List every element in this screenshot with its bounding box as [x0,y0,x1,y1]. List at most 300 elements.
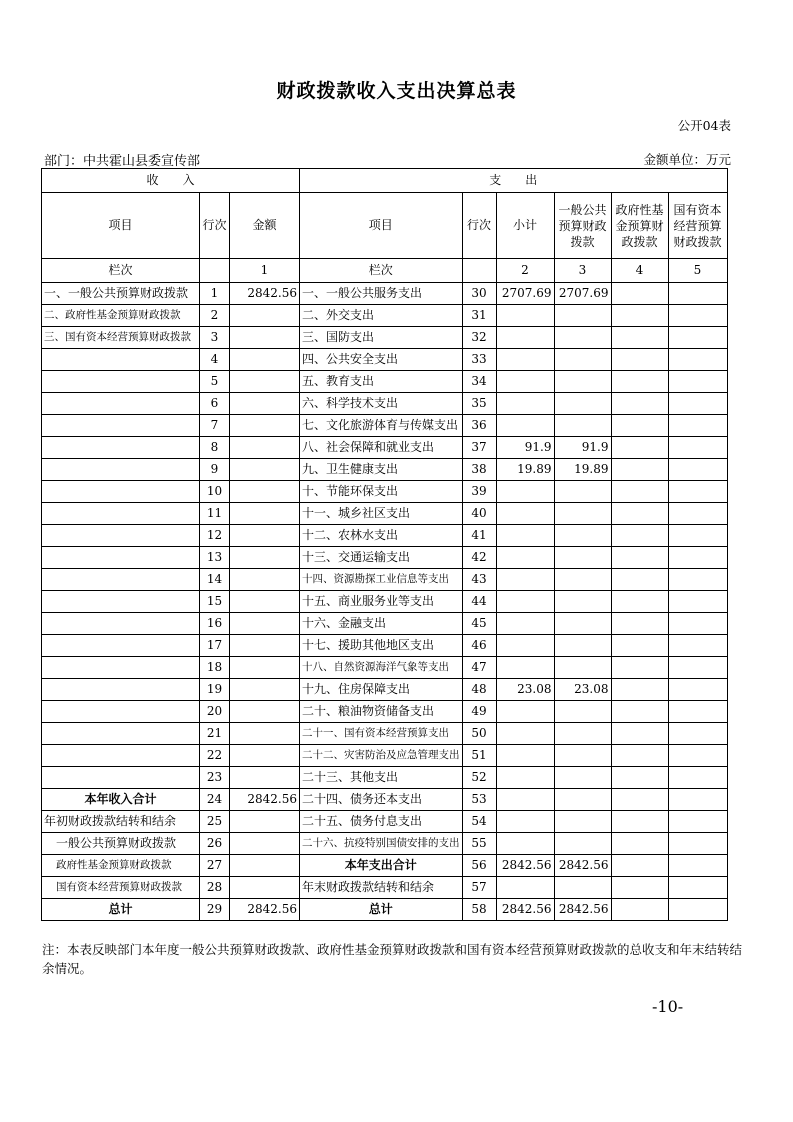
expense-general-budget [554,833,611,855]
income-amount [230,591,300,613]
expense-subtotal: 2842.56 [496,899,554,921]
income-line: 7 [200,415,230,437]
table-row [42,591,728,613]
table-row [42,569,728,591]
income-item [42,745,200,767]
expense-gov-fund [611,371,668,393]
expense-gov-fund [611,327,668,349]
expense-subtotal [496,745,554,767]
expense-gov-fund [611,305,668,327]
fiscal-summary-table [41,168,728,921]
income-amount [230,327,300,349]
expense-line: 31 [462,305,496,327]
table-row [42,305,728,327]
unit-label: 金额单位：万元 [643,152,731,167]
expense-item: 年末财政拨款结转和结余 [300,877,463,899]
table-row [42,657,728,679]
income-item [42,701,200,723]
income-item [42,767,200,789]
income-amount [230,459,300,481]
lanci-label-expense: 栏次 [300,259,463,283]
expense-soe-budget [668,679,727,701]
expense-line: 56 [462,855,496,877]
expense-soe-budget [668,283,727,305]
expense-line: 44 [462,591,496,613]
income-item: 年初财政拨款结转和结余 [42,811,200,833]
table-row [42,635,728,657]
expense-subtotal: 23.08 [496,679,554,701]
income-item [42,349,200,371]
income-amount [230,723,300,745]
expense-line: 53 [462,789,496,811]
expense-subtotal [496,613,554,635]
expense-soe-budget [668,415,727,437]
lanci-5: 5 [668,259,727,283]
expense-item: 四、公共安全支出 [300,349,463,371]
expense-soe-budget [668,327,727,349]
expense-general-budget [554,767,611,789]
expense-general-budget [554,525,611,547]
table-row [42,393,728,415]
expense-general-budget [554,349,611,371]
expense-subtotal [496,327,554,349]
income-amount: 2842.56 [230,283,300,305]
expense-general-budget [554,371,611,393]
expense-header: 支 出 [300,169,728,193]
expense-general-budget: 19.89 [554,459,611,481]
income-line: 27 [200,855,230,877]
expense-item: 三、国防支出 [300,327,463,349]
table-row [42,613,728,635]
expense-subtotal [496,701,554,723]
expense-soe-budget [668,613,727,635]
col-header-item-expense: 项目 [300,193,463,259]
expense-line: 39 [462,481,496,503]
table-row [42,723,728,745]
income-amount [230,415,300,437]
income-line: 26 [200,833,230,855]
income-header: 收 入 [42,169,300,193]
expense-line: 30 [462,283,496,305]
table-row [42,371,728,393]
expense-gov-fund [611,613,668,635]
expense-item: 二十六、抗疫特别国债安排的支出 [300,833,463,855]
table-row [42,833,728,855]
table-row [42,327,728,349]
expense-line: 57 [462,877,496,899]
expense-item: 一、一般公共服务支出 [300,283,463,305]
income-line: 13 [200,547,230,569]
income-line: 23 [200,767,230,789]
income-item [42,635,200,657]
expense-general-budget: 23.08 [554,679,611,701]
income-item: 国有资本经营预算财政拨款 [42,877,200,899]
income-item [42,679,200,701]
expense-line: 41 [462,525,496,547]
expense-general-budget [554,877,611,899]
expense-subtotal [496,811,554,833]
income-line: 9 [200,459,230,481]
expense-general-budget [554,701,611,723]
expense-item: 八、社会保障和就业支出 [300,437,463,459]
income-item [42,613,200,635]
expense-line: 51 [462,745,496,767]
income-item: 本年收入合计 [42,789,200,811]
table-row [42,811,728,833]
income-line: 29 [200,899,230,921]
expense-subtotal [496,349,554,371]
expense-item: 二十三、其他支出 [300,767,463,789]
expense-general-budget [554,305,611,327]
income-line: 24 [200,789,230,811]
expense-item: 十二、农林水支出 [300,525,463,547]
income-line: 21 [200,723,230,745]
col-header-line: 行次 [200,193,230,259]
expense-item: 六、科学技术支出 [300,393,463,415]
expense-gov-fund [611,393,668,415]
expense-soe-budget [668,811,727,833]
expense-item: 本年支出合计 [300,855,463,877]
expense-line: 32 [462,327,496,349]
footnote: 注：本表反映部门本年度一般公共预算财政拨款、政府性基金预算财政拨款和国有资本经营预算财政拨款的总收支和年末结转结余情况。 [42,942,743,976]
income-line: 1 [200,283,230,305]
expense-subtotal [496,393,554,415]
expense-item: 二十、粮油物资储备支出 [300,701,463,723]
expense-line: 38 [462,459,496,481]
expense-gov-fund [611,767,668,789]
income-line: 3 [200,327,230,349]
expense-item: 二十五、债务付息支出 [300,811,463,833]
expense-gov-fund [611,855,668,877]
income-line: 19 [200,679,230,701]
income-line: 28 [200,877,230,899]
expense-gov-fund [611,723,668,745]
table-row [42,503,728,525]
income-amount [230,855,300,877]
table-row [42,745,728,767]
expense-gov-fund [611,657,668,679]
income-item [42,415,200,437]
expense-line: 52 [462,767,496,789]
income-amount [230,393,300,415]
expense-subtotal [496,635,554,657]
income-line: 20 [200,701,230,723]
income-line: 18 [200,657,230,679]
expense-line: 36 [462,415,496,437]
expense-soe-budget [668,481,727,503]
expense-gov-fund [611,349,668,371]
expense-general-budget [554,591,611,613]
expense-general-budget [554,415,611,437]
expense-gov-fund [611,701,668,723]
expense-general-budget [554,503,611,525]
expense-line: 34 [462,371,496,393]
expense-subtotal [496,305,554,327]
expense-soe-budget [668,745,727,767]
expense-line: 47 [462,657,496,679]
expense-general-budget [554,789,611,811]
expense-soe-budget [668,877,727,899]
expense-item: 五、教育支出 [300,371,463,393]
income-line: 4 [200,349,230,371]
expense-line: 37 [462,437,496,459]
income-amount: 2842.56 [230,789,300,811]
income-line: 12 [200,525,230,547]
income-amount [230,701,300,723]
table-row [42,855,728,877]
expense-soe-budget [668,459,727,481]
income-line: 2 [200,305,230,327]
expense-item: 总计 [300,899,463,921]
expense-soe-budget [668,525,727,547]
col-header-general-budget: 一般公共预算财政拨款 [554,193,611,259]
income-item [42,371,200,393]
table-row [42,349,728,371]
table-row [42,459,728,481]
table-row [42,283,728,305]
table-row [42,679,728,701]
expense-gov-fund [611,437,668,459]
lanci-label: 栏次 [42,259,200,283]
expense-subtotal [496,877,554,899]
expense-line: 40 [462,503,496,525]
expense-general-budget [554,547,611,569]
expense-soe-budget [668,371,727,393]
expense-line: 54 [462,811,496,833]
expense-general-budget [554,393,611,415]
expense-gov-fund [611,525,668,547]
expense-gov-fund [611,833,668,855]
income-line: 14 [200,569,230,591]
expense-soe-budget [668,899,727,921]
department-label: 部门：中共霍山县委宣传部 [44,154,201,169]
expense-item: 十一、城乡社区支出 [300,503,463,525]
lanci-2: 2 [496,259,554,283]
expense-line: 45 [462,613,496,635]
expense-subtotal [496,547,554,569]
expense-gov-fund [611,503,668,525]
expense-gov-fund [611,481,668,503]
expense-soe-budget [668,701,727,723]
income-item [42,393,200,415]
income-line: 6 [200,393,230,415]
expense-item: 十四、资源勘探工业信息等支出 [300,569,463,591]
expense-subtotal [496,481,554,503]
income-item: 政府性基金预算财政拨款 [42,855,200,877]
expense-subtotal: 2707.69 [496,283,554,305]
income-line: 11 [200,503,230,525]
income-line: 17 [200,635,230,657]
expense-line: 43 [462,569,496,591]
expense-general-budget [554,657,611,679]
expense-soe-budget [668,393,727,415]
expense-general-budget [554,613,611,635]
expense-gov-fund [611,635,668,657]
table-row [42,899,728,921]
expense-gov-fund [611,591,668,613]
income-amount [230,547,300,569]
income-line: 5 [200,371,230,393]
income-item [42,591,200,613]
expense-gov-fund [611,415,668,437]
col-header-soe-budget: 国有资本经营预算财政拨款 [668,193,727,259]
expense-subtotal: 2842.56 [496,855,554,877]
expense-gov-fund [611,811,668,833]
expense-item: 十六、金融支出 [300,613,463,635]
expense-gov-fund [611,459,668,481]
expense-gov-fund [611,569,668,591]
expense-general-budget: 2707.69 [554,283,611,305]
income-amount [230,767,300,789]
expense-general-budget [554,635,611,657]
income-amount [230,305,300,327]
expense-item: 十、节能环保支出 [300,481,463,503]
expense-line: 58 [462,899,496,921]
expense-soe-budget [668,437,727,459]
expense-subtotal [496,723,554,745]
expense-general-budget [554,481,611,503]
income-item [42,569,200,591]
income-amount [230,657,300,679]
expense-item: 十九、住房保障支出 [300,679,463,701]
table-row [42,525,728,547]
table-row [42,701,728,723]
income-line: 10 [200,481,230,503]
expense-soe-budget [668,349,727,371]
expense-line: 55 [462,833,496,855]
page-number: -10- [652,997,684,1016]
income-item [42,437,200,459]
income-item [42,525,200,547]
expense-gov-fund [611,679,668,701]
expense-item: 十七、援助其他地区支出 [300,635,463,657]
expense-gov-fund [611,745,668,767]
income-amount [230,679,300,701]
table-row [42,415,728,437]
income-line: 22 [200,745,230,767]
expense-subtotal: 91.9 [496,437,554,459]
table-row [42,481,728,503]
lanci-4: 4 [611,259,668,283]
income-item: 三、国有资本经营预算财政拨款 [42,327,200,349]
expense-soe-budget [668,503,727,525]
income-amount [230,349,300,371]
lanci-3: 3 [554,259,611,283]
expense-item: 二十一、国有资本经营预算支出 [300,723,463,745]
expense-line: 49 [462,701,496,723]
income-amount [230,525,300,547]
expense-soe-budget [668,767,727,789]
income-line: 25 [200,811,230,833]
table-row [42,547,728,569]
expense-subtotal [496,789,554,811]
expense-subtotal [496,371,554,393]
expense-subtotal [496,591,554,613]
lanci-blank-expense [462,259,496,283]
income-item: 一、一般公共预算财政拨款 [42,283,200,305]
expense-general-budget: 2842.56 [554,855,611,877]
income-item [42,459,200,481]
expense-gov-fund [611,899,668,921]
income-amount: 2842.56 [230,899,300,921]
expense-soe-budget [668,305,727,327]
expense-item: 二、外交支出 [300,305,463,327]
expense-item: 十三、交通运输支出 [300,547,463,569]
expense-subtotal [496,657,554,679]
expense-soe-budget [668,723,727,745]
table-row [42,767,728,789]
expense-general-budget [554,745,611,767]
page-title: 财政拨款收入支出决算总表 [276,80,517,102]
expense-gov-fund [611,283,668,305]
expense-soe-budget [668,635,727,657]
income-amount [230,877,300,899]
col-header-amount: 金额 [230,193,300,259]
expense-line: 33 [462,349,496,371]
income-amount [230,613,300,635]
expense-general-budget [554,569,611,591]
expense-subtotal [496,833,554,855]
expense-subtotal: 19.89 [496,459,554,481]
expense-subtotal [496,767,554,789]
income-item [42,547,200,569]
expense-item: 九、卫生健康支出 [300,459,463,481]
expense-general-budget [554,327,611,349]
income-amount [230,811,300,833]
expense-subtotal [496,415,554,437]
income-amount [230,371,300,393]
col-header-gov-fund: 政府性基金预算财政拨款 [611,193,668,259]
income-amount [230,569,300,591]
income-item [42,503,200,525]
expense-soe-budget [668,569,727,591]
expense-general-budget: 2842.56 [554,899,611,921]
expense-gov-fund [611,547,668,569]
col-header-subtotal: 小计 [496,193,554,259]
income-item [42,481,200,503]
income-amount [230,503,300,525]
income-amount [230,635,300,657]
expense-soe-budget [668,657,727,679]
col-header-line-expense: 行次 [462,193,496,259]
expense-subtotal [496,569,554,591]
expense-gov-fund [611,789,668,811]
expense-general-budget: 91.9 [554,437,611,459]
expense-general-budget [554,811,611,833]
expense-line: 35 [462,393,496,415]
expense-item: 二十二、灾害防治及应急管理支出 [300,745,463,767]
income-item [42,723,200,745]
expense-item: 十五、商业服务业等支出 [300,591,463,613]
income-line: 16 [200,613,230,635]
expense-gov-fund [611,877,668,899]
expense-subtotal [496,525,554,547]
expense-soe-budget [668,591,727,613]
expense-subtotal [496,503,554,525]
expense-line: 42 [462,547,496,569]
income-amount [230,745,300,767]
table-row [42,877,728,899]
expense-item: 二十四、债务还本支出 [300,789,463,811]
expense-soe-budget [668,789,727,811]
expense-item: 十八、自然资源海洋气象等支出 [300,657,463,679]
form-number: 公开04表 [677,118,731,133]
table-row [42,437,728,459]
expense-line: 50 [462,723,496,745]
expense-soe-budget [668,855,727,877]
expense-line: 48 [462,679,496,701]
expense-soe-budget [668,547,727,569]
